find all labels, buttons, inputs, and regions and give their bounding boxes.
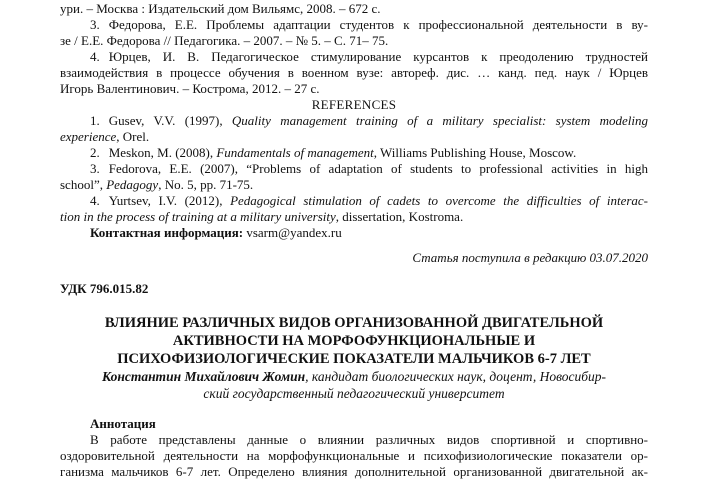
ru-reference-item-4-line-1 (60, 49, 648, 65)
en-reference-item-1-line-2 (60, 129, 648, 145)
reference-title: Quality management training of a military specialist: system modeling (231, 113, 648, 128)
article-author-line-2: ский государственный педагогический университет (203, 386, 505, 401)
references-heading: REFERENCES (311, 97, 397, 112)
reference-journal: Pedagogy (106, 177, 159, 192)
contact-label: Контактная информация: (90, 225, 244, 240)
annotation-line-1: В работе представлены данные о влиянии различных видов спортивной и спортивно- (90, 432, 648, 447)
en-reference-item-4-line-1 (60, 193, 648, 209)
contact-info-line (60, 225, 648, 241)
annotation-line-3: ганизма мальчиков 6-7 лет. Определено влияния дополнительной организованной двигательной ак- (60, 464, 648, 479)
article-author-line-1 (60, 368, 648, 385)
article-title-line-1: ВЛИЯНИЕ РАЗЛИЧНЫХ ВИДОВ ОРГАНИЗОВАННОЙ ДВИГАТЕЛЬНОЙ (104, 315, 604, 331)
reference-text: Федорова, Е.Е. Проблемы адаптации студентов к профессиональной деятельности в ву- (108, 17, 648, 32)
reference-title: Fundamentals of management (216, 145, 374, 160)
reference-number: 2. (90, 145, 100, 160)
en-reference-item-1-line-1 (60, 113, 648, 129)
en-reference-item-3-line-2 (60, 177, 648, 193)
annotation-line-2: оздоровительной деятельности на морфофункциональные и психофизиологические показатели ор- (60, 448, 648, 463)
reference-title: experience (60, 129, 117, 144)
reference-authors: Gusev, V.V. (1997), (108, 113, 232, 128)
reference-number: 3. (90, 17, 100, 32)
annotation-heading: Аннотация (90, 416, 156, 431)
reference-text: school”, (60, 177, 107, 192)
en-reference-item-4-line-2 (60, 209, 648, 225)
article-title-line-2: АКТИВНОСТИ НА МОРФОФУНКЦИОНАЛЬНЫЕ И (172, 333, 536, 349)
reference-text: , dissertation, Kostroma. (335, 209, 464, 224)
ru-reference-item-3-line-2: зе / Е.Е. Федорова // Педагогика. – 2007. – № 5. – С. 71– 75. (60, 33, 389, 48)
reference-text: , Williams Publishing House, Moscow. (373, 145, 577, 160)
reference-number: 3. (90, 161, 100, 176)
reference-text: Юрцев, И. В. Педагогическое стимулирование курсантов к преодолению трудностей (108, 49, 648, 64)
article-title (60, 314, 648, 402)
en-reference-item-2 (60, 145, 648, 161)
annotation-section (60, 416, 648, 480)
ru-reference-item-4-line-2: взаимодействия в процессе обучения в военном вузе: автореф. дис. … канд. пед. наук / Юрцев (60, 65, 648, 80)
reference-text: Fedorova, E.E. (2007), “Problems of adaptation of students to professional activities in high (108, 161, 648, 176)
ru-reference-item-3-line-1 (60, 17, 648, 33)
reference-text: , No. 5, pp. 71-75. (158, 177, 254, 192)
author-name: Константин Михайлович Жомин (101, 369, 306, 384)
reference-title: Pedagogical stimulation of cadets to overcome the difficulties of interac- (230, 193, 648, 208)
ru-reference-continuation: ури. – Москва : Издательский дом Вильямс, 2008. – 672 с. (60, 1, 381, 16)
udc-code: УДК 796.015.82 (60, 281, 149, 296)
en-reference-item-3-line-1 (60, 161, 648, 177)
reference-authors: Meskon, M. (2008), (108, 145, 217, 160)
reference-number: 4. (90, 49, 100, 64)
contact-email: vsarm@yandex.ru (246, 225, 342, 240)
reference-authors: Yurtsev, I.V. (2012), (108, 193, 231, 208)
author-credentials: , кандидат биологических наук, доцент, Новосибир- (305, 369, 607, 384)
article-title-line-3: ПСИХОФИЗИОЛОГИЧЕСКИЕ ПОКАЗАТЕЛИ МАЛЬЧИКОВ 6-7 ЛЕТ (117, 351, 591, 367)
reference-text: , Orel. (116, 129, 150, 144)
ru-reference-item-4-line-3: Игорь Валентинович. – Кострома, 2012. – 27 с. (60, 81, 320, 96)
received-note: Статья поступила в редакцию 03.07.2020 (412, 250, 648, 265)
reference-title: tion in the process of training at a military university (60, 209, 336, 224)
reference-number: 4. (90, 193, 100, 208)
reference-number: 1. (90, 113, 100, 128)
